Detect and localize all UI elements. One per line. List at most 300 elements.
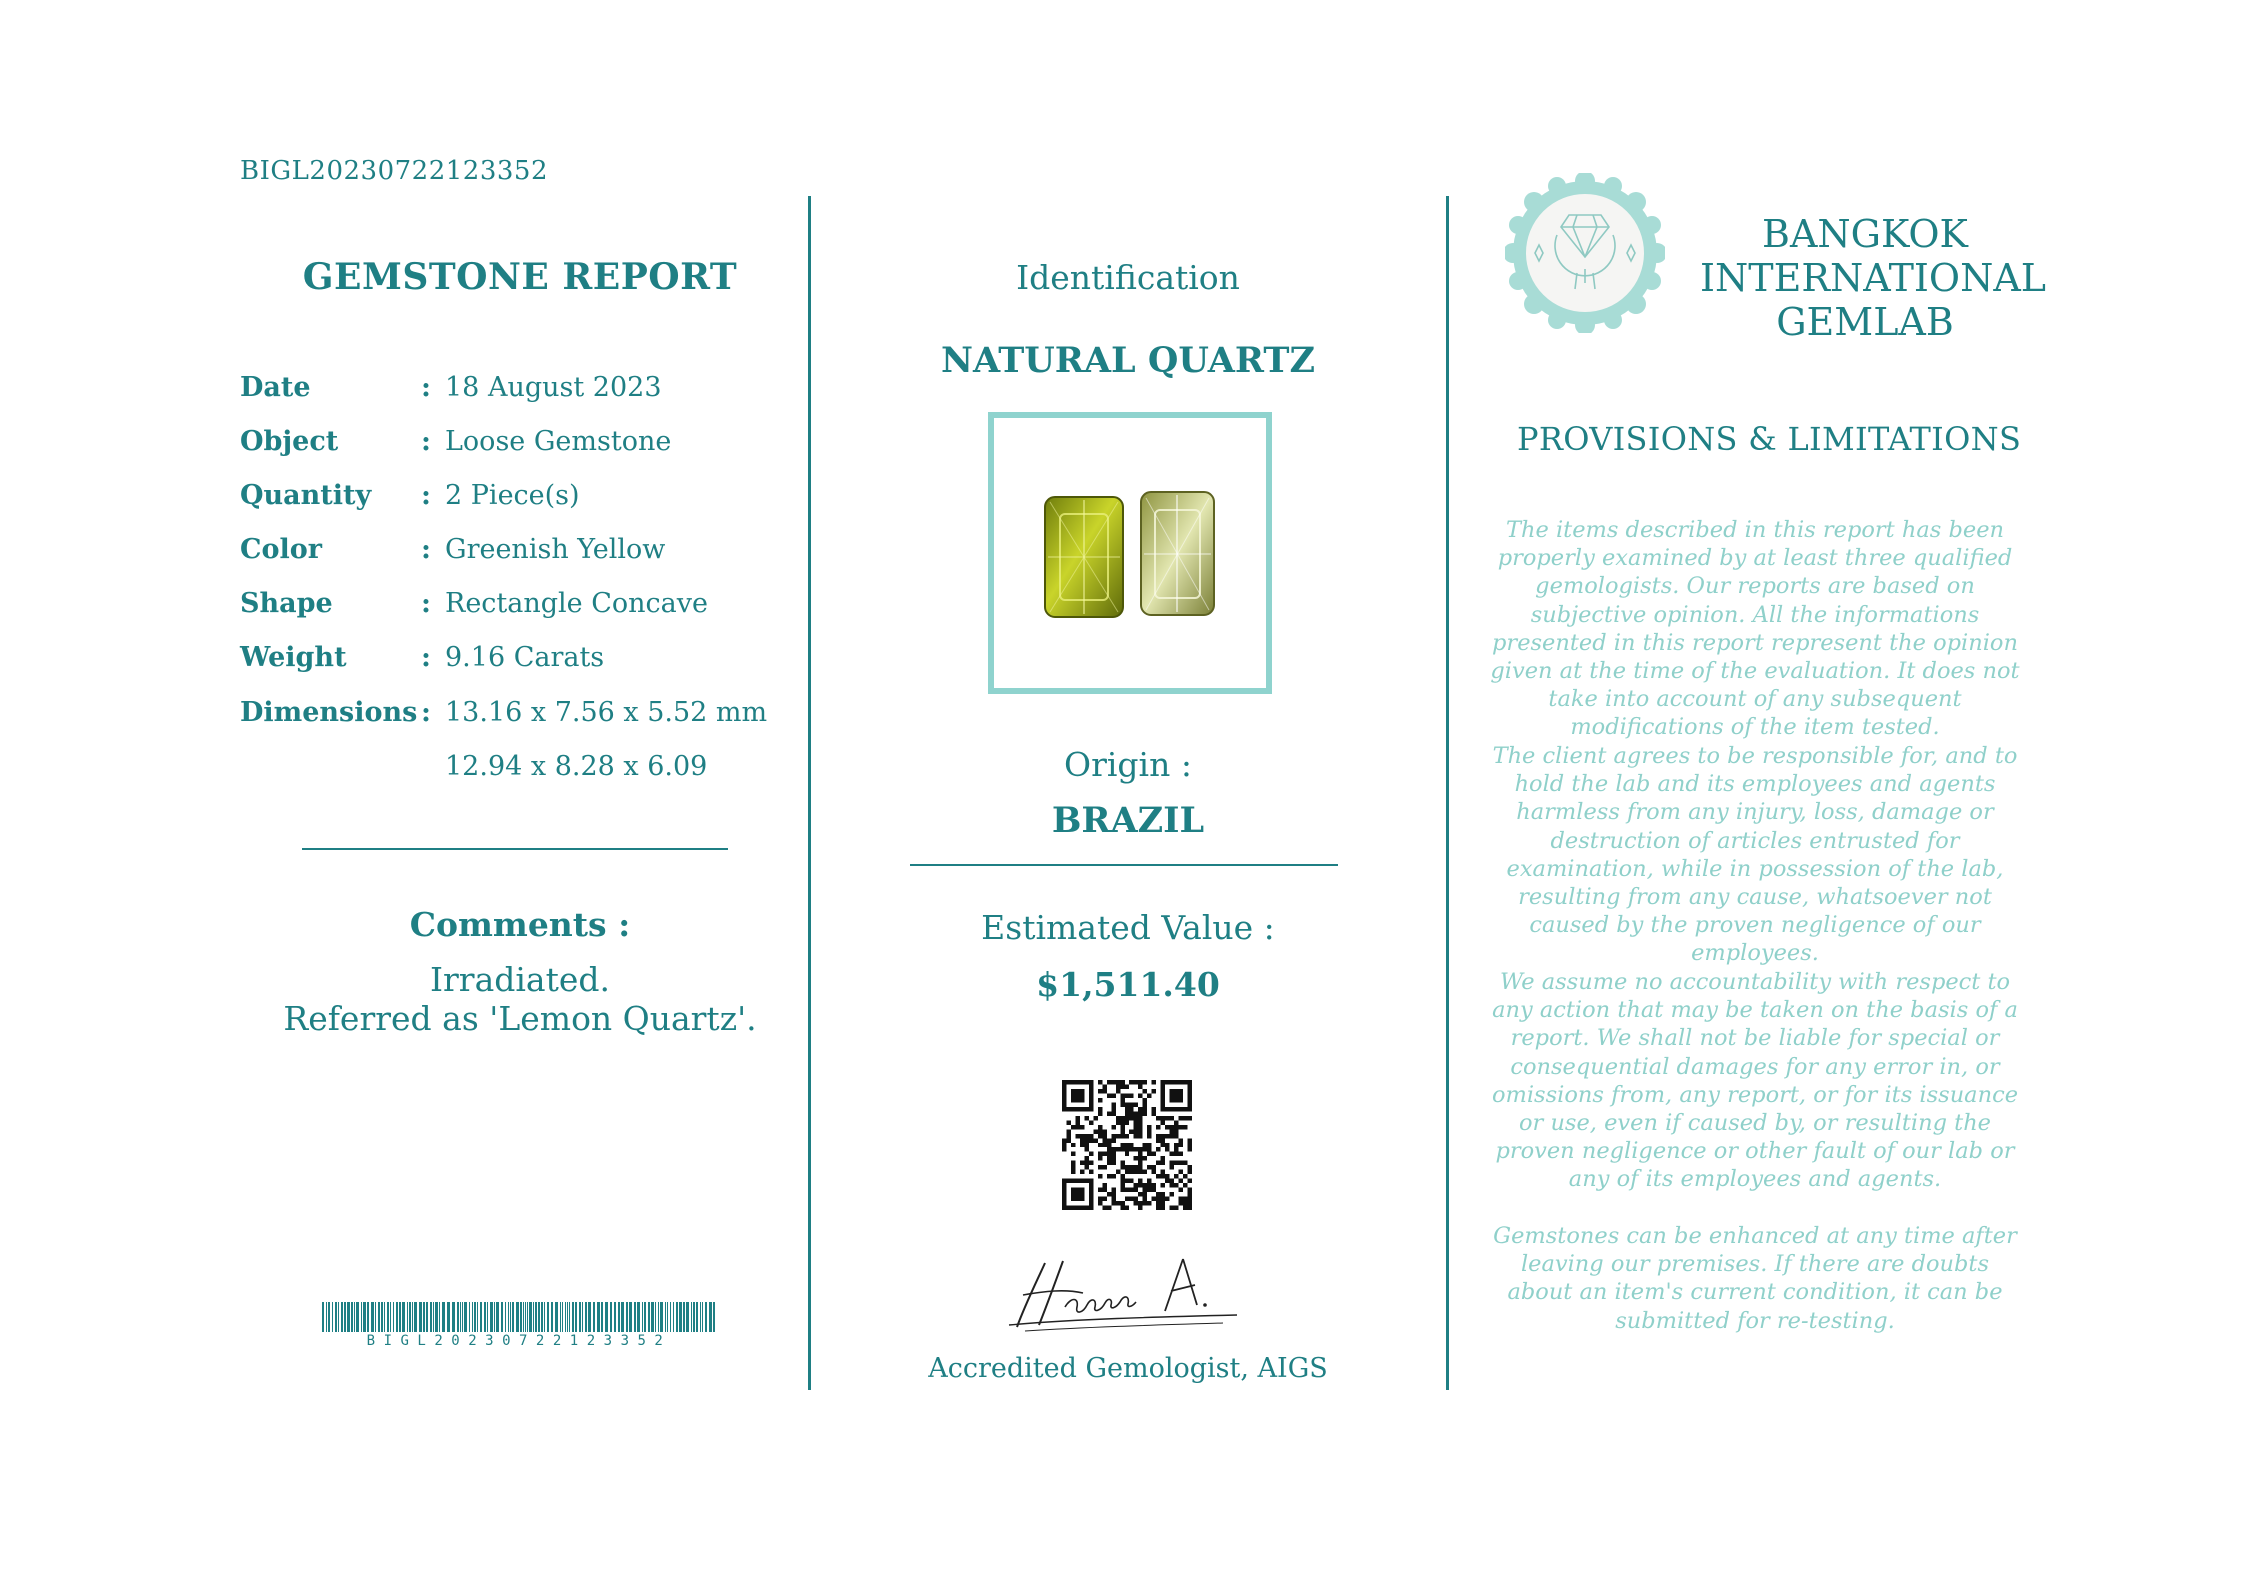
qr-module [1102,1206,1106,1210]
qr-module [1147,1183,1151,1187]
estimated-value-label: Estimated Value : [981,908,1275,947]
qr-module [1107,1111,1111,1115]
barcode-bar [702,1302,703,1332]
qr-module [1165,1197,1169,1201]
qr-module [1152,1111,1156,1115]
qr-module [1134,1116,1138,1120]
barcode-bar [658,1302,659,1332]
origin-label: Origin : [1064,745,1192,784]
qr-module [1089,1120,1093,1124]
qr-module [1102,1152,1106,1156]
qr-module [1174,1143,1178,1147]
qr-module [1161,1183,1165,1187]
qr-module [1125,1116,1129,1120]
barcode-bar [582,1302,583,1332]
left-separator [302,848,728,850]
qr-module [1138,1161,1142,1165]
barcode-bar [516,1302,519,1332]
qr-module [1107,1143,1111,1147]
barcode-bar [648,1302,650,1332]
qr-module [1111,1134,1115,1138]
qr-module [1174,1134,1178,1138]
qr-module [1120,1147,1124,1151]
qr-module [1066,1138,1070,1142]
qr-module [1120,1188,1124,1192]
qr-module [1102,1089,1106,1093]
qr-module [1134,1197,1138,1201]
barcode-bar [705,1302,707,1332]
estimated-value: $1,511.40 [1036,965,1220,1004]
barcode-bar [480,1302,482,1332]
barcode-bar [572,1302,574,1332]
qr-module [1125,1143,1129,1147]
barcode-bar [565,1302,566,1332]
barcode-bar [396,1302,398,1332]
qr-module [1143,1147,1147,1151]
qr-module [1170,1183,1174,1187]
qr-module [1165,1143,1169,1147]
qr-module [1111,1201,1115,1205]
barcode-bar [626,1302,628,1332]
qr-module [1134,1201,1138,1205]
qr-module [1066,1129,1070,1133]
qr-module [1152,1152,1156,1156]
comment-line: Referred as 'Lemon Quartz'. [283,999,757,1038]
qr-module [1179,1197,1183,1201]
lab-name-line: INTERNATIONAL [1700,256,2047,300]
qr-module [1125,1165,1129,1169]
qr-module [1138,1111,1142,1115]
qr-module [1143,1156,1147,1160]
barcode-bar [593,1302,595,1332]
qr-module [1111,1197,1115,1201]
qr-module [1080,1138,1084,1142]
qr-module [1116,1080,1120,1084]
qr-module [1170,1116,1174,1120]
qr-module [1143,1089,1147,1093]
qr-module [1116,1089,1120,1093]
qr-module [1102,1183,1106,1187]
barcode-bar [426,1302,428,1332]
barcode-bar [575,1302,577,1332]
qr-module [1066,1134,1070,1138]
qr-module [1098,1134,1102,1138]
qr-module [1107,1080,1111,1084]
barcode-bar [523,1302,524,1332]
qr-module [1174,1152,1178,1156]
qr-module [1120,1174,1124,1178]
barcode-bar [381,1302,383,1332]
qr-module [1143,1201,1147,1205]
qr-module [1143,1107,1147,1111]
qr-module [1138,1201,1142,1205]
qr-module [1125,1188,1129,1192]
qr-module [1093,1129,1097,1133]
qr-module [1098,1174,1102,1178]
qr-module [1152,1089,1156,1093]
qr-module [1174,1147,1178,1151]
qr-module [1111,1102,1115,1106]
barcode-bar [676,1302,678,1332]
qr-module [1165,1147,1169,1151]
qr-module [1129,1129,1133,1133]
qr-module [1170,1125,1174,1129]
barcode-bar [371,1302,374,1332]
qr-module [1143,1197,1147,1201]
barcode-bar [585,1302,587,1332]
qr-module [1138,1084,1142,1088]
barcode-bar [496,1302,499,1332]
qr-module [1075,1120,1079,1124]
qr-module [1084,1161,1088,1165]
qr-module [1089,1134,1093,1138]
field-value: 12.94 x 8.28 x 6.09 [445,751,708,782]
barcode-bar [390,1302,391,1332]
qr-module [1125,1152,1129,1156]
qr-module [1120,1201,1124,1205]
qr-module [1138,1183,1142,1187]
barcode-bar [494,1302,495,1332]
qr-module [1120,1129,1124,1133]
barcode-bar [375,1302,376,1332]
barcode-bar [435,1302,438,1332]
barcode-bar [505,1302,506,1332]
qr-module [1120,1165,1124,1169]
qr-module [1134,1111,1138,1115]
barcode-bar [469,1302,470,1332]
qr-module [1183,1197,1187,1201]
qr-module [1165,1174,1169,1178]
qr-module [1071,1165,1075,1169]
qr-module [1129,1165,1133,1169]
qr-module [1183,1125,1187,1129]
barcode-bar [614,1302,616,1332]
qr-module [1147,1179,1151,1183]
qr-module [1066,1120,1070,1124]
barcode-bar [538,1302,540,1332]
qr-module [1098,1080,1102,1084]
qr-module [1161,1192,1165,1196]
qr-module [1143,1170,1147,1174]
qr-module [1129,1179,1133,1183]
qr-module [1111,1188,1115,1192]
qr-module [1111,1152,1115,1156]
qr-module [1143,1143,1147,1147]
barcode-bar [433,1302,434,1332]
qr-module [1107,1156,1111,1160]
qr-module [1161,1197,1165,1201]
qr-module [1102,1197,1106,1201]
qr-module [1143,1080,1147,1084]
field-label: Quantity [240,480,372,511]
qr-module [1120,1098,1124,1102]
qr-module [1161,1116,1165,1120]
barcode-bar [683,1302,685,1332]
qr-module [1165,1116,1169,1120]
barcode-bar [527,1302,528,1332]
qr-module [1183,1206,1187,1210]
field-colon: : [421,480,431,511]
barcode-bar [520,1302,522,1332]
qr-module [1111,1111,1115,1115]
qr-module [1129,1111,1133,1115]
qr-module [1129,1107,1133,1111]
qr-module [1116,1116,1120,1120]
qr-module [1138,1192,1142,1196]
qr-module [1129,1080,1133,1084]
qr-module [1102,1188,1106,1192]
comment-line: Irradiated. [429,960,611,999]
qr-module [1120,1084,1124,1088]
qr-module [1080,1134,1084,1138]
qr-module [1152,1188,1156,1192]
qr-module [1156,1201,1160,1205]
qr-module [1084,1165,1088,1169]
barcode-bar [709,1302,712,1332]
qr-module [1125,1107,1129,1111]
qr-module [1156,1134,1160,1138]
barcode-bar [588,1302,591,1332]
qr-module [1138,1080,1142,1084]
barcode-bar [423,1302,425,1332]
qr-module [1129,1102,1133,1106]
qr-module [1134,1183,1138,1187]
qr-module [1138,1116,1142,1120]
field-label: Object [240,426,339,457]
qr-module [1071,1089,1084,1102]
qr-module [1116,1120,1120,1124]
qr-module [1183,1201,1187,1205]
qr-module [1125,1111,1129,1115]
barcode-bar [665,1302,666,1332]
qr-module [1147,1093,1151,1097]
qr-module [1107,1152,1111,1156]
qr-module [1165,1125,1169,1129]
qr-module [1161,1138,1165,1142]
qr-module [1084,1147,1088,1151]
barcode-bar [686,1302,689,1332]
qr-module [1183,1174,1187,1178]
field-value: Rectangle Concave [445,588,708,619]
qr-module [1161,1206,1165,1210]
qr-module [1111,1107,1115,1111]
barcode-bar [544,1302,545,1332]
gemstone-photo-frame [988,412,1272,694]
qr-module [1111,1192,1115,1196]
qr-module [1188,1143,1192,1147]
qr-module [1179,1170,1183,1174]
qr-module [1143,1098,1147,1102]
barcode-bar [487,1302,488,1332]
barcode-bar [660,1302,663,1332]
qr-module [1098,1098,1102,1102]
barcode-bar [402,1302,405,1332]
barcode-bar [393,1302,394,1332]
qr-module [1156,1116,1160,1120]
qr-module [1098,1188,1102,1192]
qr-module [1170,1206,1174,1210]
barcode-bar [447,1302,450,1332]
field-colon: : [421,426,431,457]
qr-module [1174,1206,1178,1210]
origin-value: BRAZIL [1051,800,1205,841]
qr-module [1161,1156,1165,1160]
qr-module [1147,1134,1151,1138]
qr-module [1179,1201,1183,1205]
qr-module [1071,1161,1075,1165]
qr-module [1170,1179,1174,1183]
qr-module [1134,1165,1138,1169]
provisions-title: PROVISIONS & LIMITATIONS [1517,420,2022,458]
field-colon: : [421,534,431,565]
qr-module [1111,1161,1115,1165]
field-colon: : [421,372,431,403]
qr-module [1134,1102,1138,1106]
qr-module [1071,1170,1075,1174]
barcode-bar [651,1302,654,1332]
qr-module [1120,1134,1124,1138]
qr-module [1156,1197,1160,1201]
qr-module [1188,1201,1192,1205]
barcode-bar [332,1302,333,1332]
field-value: Loose Gemstone [445,426,672,457]
qr-module [1120,1143,1124,1147]
barcode-bar [713,1302,715,1332]
qr-module [1098,1125,1102,1129]
qr-module [1156,1125,1160,1129]
qr-module [1107,1147,1111,1151]
qr-module [1107,1161,1111,1165]
barcode-bar [644,1302,646,1332]
qr-module [1116,1201,1120,1205]
barcode-bar [667,1302,668,1332]
barcode-bar [464,1302,467,1332]
barcode-bar [439,1302,440,1332]
field-colon: : [421,697,431,728]
qr-module [1098,1152,1102,1156]
qr-module [1183,1161,1187,1165]
field-label: Color [240,534,322,565]
barcode-bar [457,1302,459,1332]
barcode-bar [430,1302,432,1332]
qr-module [1170,1129,1174,1133]
qr-module [1098,1089,1102,1093]
qr-module [1138,1147,1142,1151]
qr-module [1102,1138,1106,1142]
qr-module [1147,1188,1151,1192]
qr-module [1170,1192,1174,1196]
qr-module [1120,1179,1124,1183]
qr-module [1152,1170,1156,1174]
qr-module [1188,1147,1192,1151]
qr-module [1156,1161,1160,1165]
qr-module [1179,1152,1183,1156]
qr-module [1161,1201,1165,1205]
qr-module [1071,1188,1084,1201]
qr-module [1183,1116,1187,1120]
barcode-bar [442,1302,445,1332]
qr-module [1138,1179,1142,1183]
barcode-bar [621,1302,624,1332]
barcode-bar [535,1302,537,1332]
qr-module [1179,1161,1183,1165]
qr-module [1147,1143,1151,1147]
qr-module [1107,1138,1111,1142]
signature [1005,1255,1245,1335]
qr-module [1098,1129,1102,1133]
qr-module [1134,1147,1138,1151]
qr-module [1111,1156,1115,1160]
qr-module [1120,1161,1124,1165]
qr-module [1120,1116,1124,1120]
middle-separator [910,864,1338,866]
qr-module [1111,1138,1115,1142]
field-colon: : [421,588,431,619]
qr-module [1147,1125,1151,1129]
barcode-bar [341,1302,343,1332]
barcode-bar [452,1302,455,1332]
barcode-bar [361,1302,362,1332]
barcode-bar [679,1302,682,1332]
qr-module [1071,1152,1075,1156]
qr-module [1147,1129,1151,1133]
qr-module [1156,1147,1160,1151]
qr-module [1152,1080,1156,1084]
barcode-bar [610,1302,612,1332]
qr-module [1102,1084,1106,1088]
qr-module [1188,1197,1192,1201]
qr-module [1107,1206,1111,1210]
field-value: 13.16 x 7.56 x 5.52 mm [445,697,768,728]
barcode-bar [533,1302,534,1332]
qr-module [1161,1174,1165,1178]
qr-module [1098,1143,1102,1147]
lab-name-line: GEMLAB [1776,300,1954,344]
qr-module [1093,1138,1097,1142]
gem-seal-icon [1505,173,1665,333]
qr-module [1120,1183,1124,1187]
lab-name [1700,212,2047,344]
qr-module [1138,1120,1142,1124]
qr-module [1129,1147,1133,1151]
qr-module [1174,1125,1178,1129]
qr-module [1071,1125,1075,1129]
qr-module [1143,1192,1147,1196]
field-label: Shape [240,588,333,619]
barcode-bar [326,1302,327,1332]
barcode-bar [560,1302,561,1332]
barcode [322,1302,716,1332]
barcode-bar [338,1302,339,1332]
qr-module [1156,1174,1160,1178]
qr-module [1188,1206,1192,1210]
qr-module [1125,1147,1129,1151]
qr-module [1179,1143,1183,1147]
barcode-bar [693,1302,695,1332]
qr-module [1161,1143,1165,1147]
barcode-bar [569,1302,570,1332]
qr-module [1138,1134,1142,1138]
field-label: Date [240,372,311,403]
qr-module [1089,1170,1093,1174]
report-title: GEMSTONE REPORT [302,256,738,298]
qr-module [1075,1116,1079,1120]
qr-module [1129,1143,1133,1147]
qr-module [1156,1138,1160,1142]
barcode-bar [567,1302,568,1332]
qr-module [1125,1084,1129,1088]
qr-module [1152,1107,1156,1111]
